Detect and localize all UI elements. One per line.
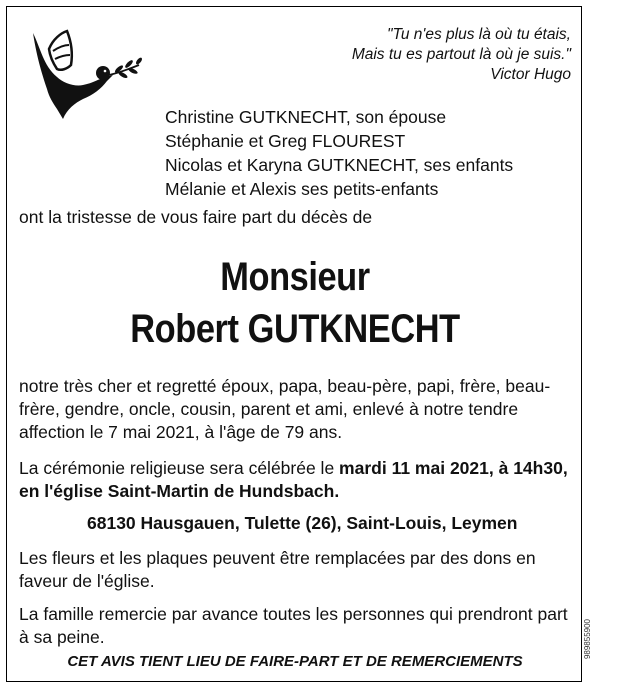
deceased-name-block: [47, 251, 542, 355]
relationship-paragraph: notre très cher et regretté époux, papa, beau-père, papi, frère, beau-frère, gendre, oncle, cousin, parent et ami, enlevé à notre tendre affection le 7 mai 2021, à l'âge de 79 ans.: [19, 376, 551, 442]
locations-line: 68130 Hausgauen, Tulette (26), Saint-Louis, Leymen: [87, 513, 518, 533]
ceremony-paragraph: [19, 457, 575, 503]
family-member: Mélanie et Alexis ses petits-enfants: [165, 179, 439, 199]
reference-number: 989855900: [583, 619, 592, 660]
intro-text: ont la tristesse de vous faire part du décès de: [19, 207, 373, 227]
family-member: Christine GUTKNECHT, son épouse: [165, 107, 447, 127]
quote-line-2: Mais tu es partout là où je suis.": [351, 46, 571, 63]
family-member: Nicolas et Karyna GUTKNECHT, ses enfants: [165, 155, 514, 175]
ceremony-text: La cérémonie religieuse sera célébrée le: [19, 458, 340, 478]
flowers-paragraph: Les fleurs et les plaques peuvent être remplacées par des dons en faveur de l'église.: [19, 548, 536, 591]
dove-with-olive-branch-icon: [23, 29, 143, 121]
footer-notice: CET AVIS TIENT LIEU DE FAIRE-PART ET DE REMERCIEMENTS: [67, 653, 523, 670]
thanks-paragraph: La famille remercie par avance toutes les personnes qui prendront part à sa peine.: [19, 604, 568, 647]
family-member: Stéphanie et Greg FLOUREST: [165, 131, 406, 151]
obituary-notice: [6, 6, 592, 682]
deceased-name: Robert GUTKNECHT: [130, 307, 460, 351]
quote-block: [251, 25, 571, 85]
quote-author: Victor Hugo: [490, 66, 571, 83]
deceased-title: Monsieur: [220, 255, 370, 299]
ceremony-details: mardi 11 mai 2021, à 14h30, en l'église Saint-Martin de Hundsbach.: [19, 458, 568, 501]
family-list: [165, 105, 513, 201]
quote-line-1: "Tu n'es plus là où tu étais,: [387, 26, 571, 43]
